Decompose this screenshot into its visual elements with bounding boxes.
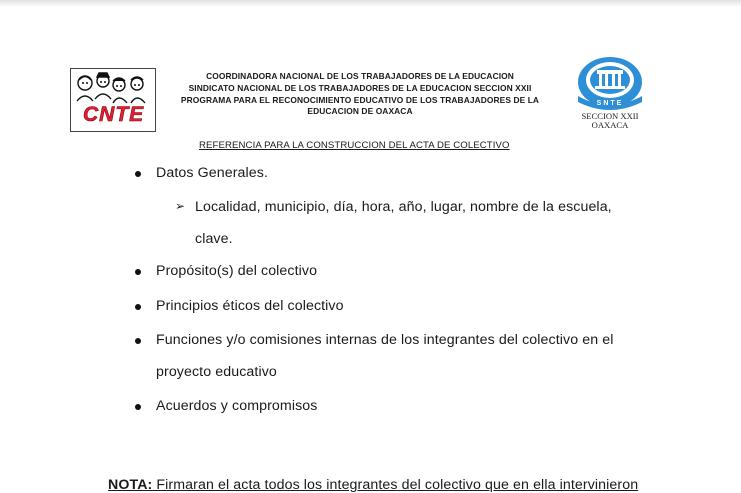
note-text: Firmaran el acta todos los integrantes del colectivo que en ella intervinieron	[152, 477, 639, 493]
arrow-bullet-icon: ➢	[175, 199, 186, 213]
scan-edge	[0, 0, 741, 6]
bullet-icon	[135, 338, 141, 344]
note-label: NOTA:	[108, 477, 153, 493]
list-item-proposito: Propósito(s) del colectivo	[156, 263, 318, 279]
list-item-datos-generales: Datos Generales.	[156, 165, 269, 181]
snte-caption-section: SECCION XXII	[581, 111, 639, 121]
header-line-2: SINDICATO NACIONAL DE LOS TRABAJADORES DE LA EDUCACION SECCION XXII	[188, 82, 532, 93]
document-subtitle: REFERENCIA PARA LA CONSTRUCCION DEL ACTA DE COLECTIVO	[199, 140, 510, 151]
list-item-acuerdos: Acuerdos y compromisos	[156, 398, 318, 414]
document-header	[160, 71, 560, 118]
bullet-icon	[135, 171, 141, 177]
list-item-funciones: Funciones y/o comisiones internas de los integrantes del colectivo en el	[156, 332, 614, 348]
header-line-1: COORDINADORA NACIONAL DE LOS TRABAJADORES DE LA EDUCACION	[206, 71, 514, 81]
list-item-principios: Principios éticos del colectivo	[156, 298, 344, 314]
snte-seal	[570, 56, 650, 140]
snte-ribbon-text: SNTE	[596, 100, 624, 107]
cnte-logo-text: CNTE	[83, 103, 145, 126]
header-line-4: EDUCACION DE OAXACA	[307, 106, 413, 117]
sub-item-clave: clave.	[195, 231, 233, 247]
bullet-icon	[135, 304, 141, 310]
list-item-funciones-cont: proyecto educativo	[156, 364, 277, 380]
bullet-icon	[135, 404, 141, 410]
bullet-icon	[135, 269, 141, 275]
snte-caption-state: OAXACA	[591, 120, 629, 130]
header-line-3: PROGRAMA PARA EL RECONOCIMIENTO EDUCATIVO DE LOS TRABAJADORES DE LA	[180, 94, 540, 105]
sub-item-localidad: Localidad, municipio, día, hora, año, lugar, nombre de la escuela,	[195, 199, 612, 215]
cnte-figures-icon	[73, 71, 153, 107]
footer-note	[108, 477, 638, 493]
cnte-logo	[70, 68, 156, 132]
